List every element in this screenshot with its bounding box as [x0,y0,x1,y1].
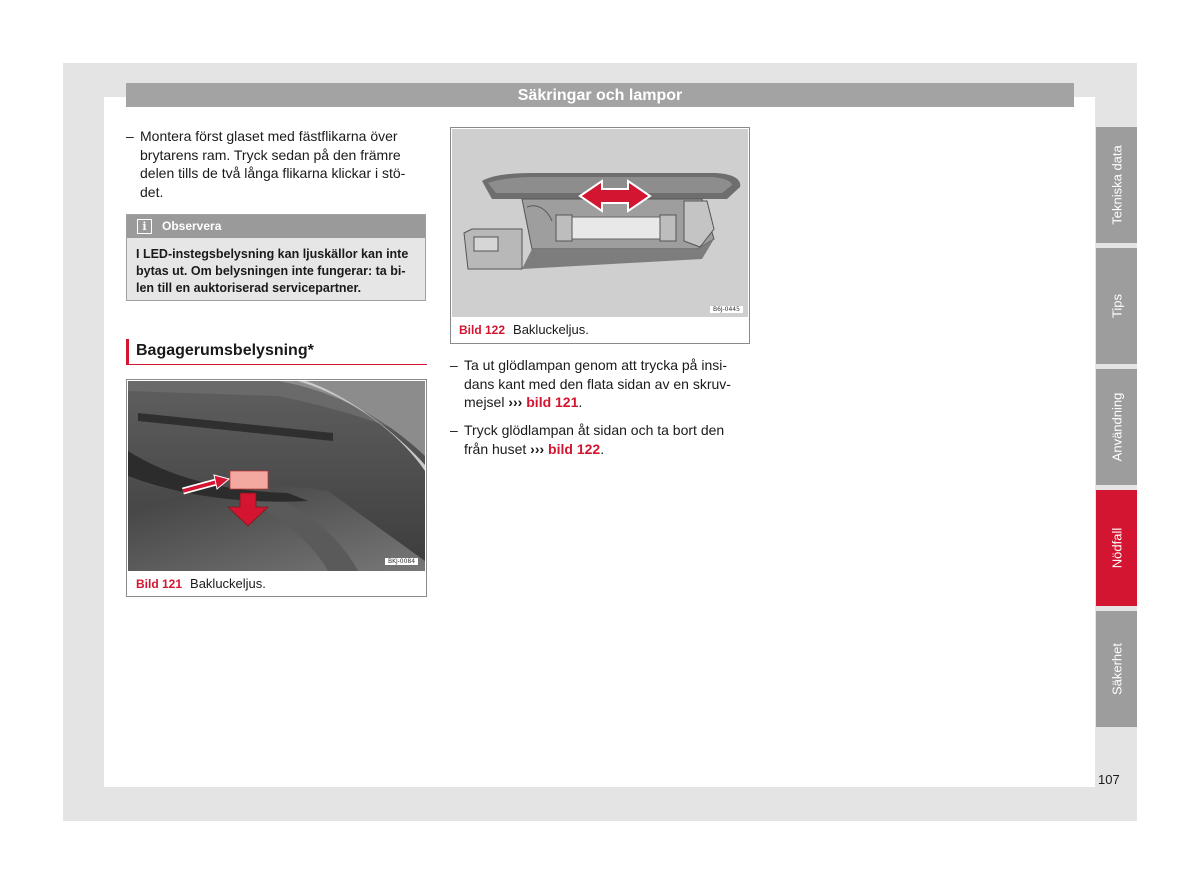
tab-label: Användning [1109,392,1124,462]
figure-code: BKJ-0084 [385,558,418,565]
chapter-header: Säkringar och lampor [126,83,1074,107]
figure-caption [136,576,266,591]
trunk-light-illustration [128,381,425,571]
dash: – [126,128,134,144]
step-text [450,356,750,412]
tab-label: Tips [1109,293,1124,319]
tab-nodfall[interactable] [1096,490,1137,606]
figure-121 [126,379,427,597]
figure-number: Bild 122 [459,323,506,337]
figure-link[interactable]: bild 122 [548,440,601,457]
page-number: 107 [1098,772,1120,787]
tab-tips[interactable] [1096,248,1137,364]
step-end: . [578,394,583,410]
figure-number: Bild 121 [136,577,183,591]
step-end: . [600,440,605,457]
step-body: Ta ut glödlampan genom att trycka på insi- dans kant med den flata sidan av en skruv- mejsel [464,357,731,410]
step-item [450,421,750,458]
caption-text: Bakluckeljus. [190,576,266,591]
tab-label: Säkerhet [1109,642,1124,696]
note-box [126,214,426,301]
caption-text: Bakluckeljus. [513,322,589,337]
xref-arrows: ››› [508,394,523,410]
figure-122 [450,127,750,344]
xref-arrows: ››› [530,440,545,457]
step-item [450,356,750,412]
step-text [450,421,750,458]
step-body: Tryck glödlampan åt sidan och ta bort den från huset [464,422,725,457]
info-icon: i [137,219,152,234]
note-title: Observera [162,219,222,233]
dash: – [450,422,458,438]
instruction-item [126,127,426,201]
figure-caption [459,322,589,337]
lamp-housing-illustration [452,129,748,317]
section-title: Bagagerumsbelysning* [136,342,314,359]
tab-tekniska-data[interactable] [1096,127,1137,243]
tab-label: Nödfall [1109,527,1124,569]
note-header [127,215,425,238]
tab-sakerhet[interactable] [1096,611,1137,727]
note-body: I LED-instegsbelysning kan ljuskällor kan inte bytas ut. Om belysningen inte fungerar: ta bi- len till en auktoriserad servicepartner. [136,247,409,295]
tab-label: Tekniska data [1109,145,1124,225]
instruction-text: Montera först glaset med fästflikarna över brytarens ram. Tryck sedan på den främre delen tills de två långa flikarna klickar i stö- det. [140,128,406,200]
section-heading [126,339,427,365]
tab-anvandning[interactable] [1096,369,1137,485]
figure-code: B6J-0445 [710,306,743,313]
figure-link[interactable]: bild 121 [526,394,579,410]
dash: – [450,357,458,373]
